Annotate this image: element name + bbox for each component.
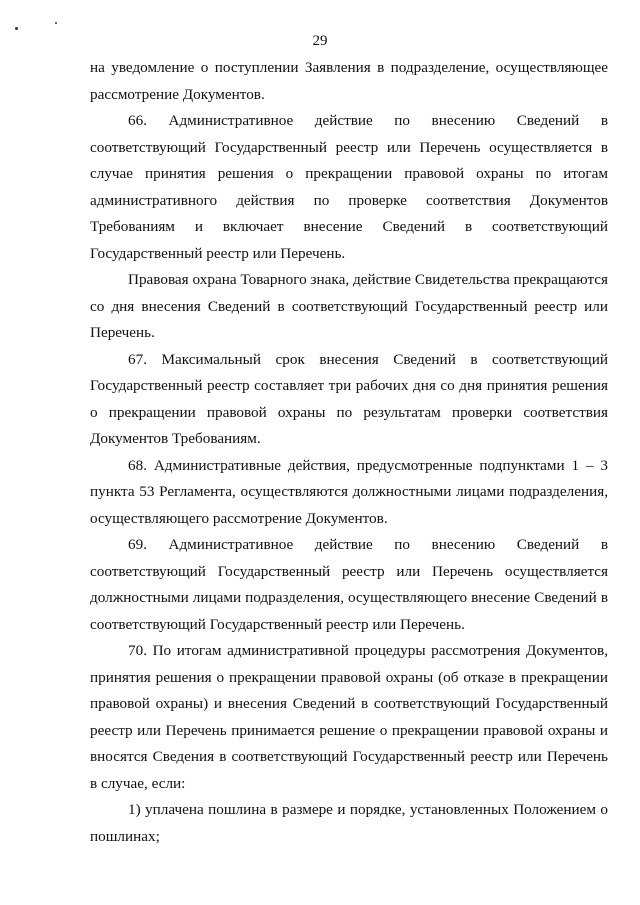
paragraph-70-item-1: 1) уплачена пошлина в размере и порядке, установленных Положением о пошлинах;	[90, 801, 608, 845]
paragraph-70: 70. По итогам административной процедуры рассмотрения Документов, принятия решения о прекращении правовой охраны (об отказе в прекращении правовой охраны) и внесения Сведений в соответствующий Государственный реестр или Перечень принимается решение о прекращении правовой охраны и вносятся Сведения в соответствующий Государственный реестр или Перечень в случае, если:	[90, 642, 608, 792]
paragraph-66: 66. Административное действие по внесению Сведений в соответствующий Государственный реестр или Перечень осуществляется в случае принятия решения о прекращении правовой охраны по итогам административного действия по проверке соответствия Документов Требованиям и включает внесение Сведений в соответствующий Государственный реестр или Перечень.	[90, 112, 608, 262]
paragraph-68: 68. Административные действия, предусмотренные подпунктами 1 – 3 пункта 53 Регламента, осуществляются должностными лицами подразделения, осуществляющего рассмотрение Документов.	[90, 456, 608, 527]
paragraph-continuation: на уведомление о поступлении Заявления в подразделение, осуществляющее рассмотрение Документов.	[90, 59, 608, 103]
paragraph-69: 69. Административное действие по внесению Сведений в соответствующий Государственный реестр или Перечень осуществляется должностными лицами подразделения, осуществляющего внесение Сведений в соответствующий Государственный реестр или Перечень.	[90, 536, 608, 633]
paragraph-67: 67. Максимальный срок внесения Сведений в соответствующий Государственный реестр составляет три рабочих дня со дня принятия решения о прекращении правовой охраны по результатам проверки соответствия Документов Требованиям.	[90, 350, 608, 447]
document-body	[90, 55, 608, 850]
page-number: 29	[312, 33, 328, 49]
scan-speck	[55, 22, 57, 24]
scan-speck	[15, 27, 18, 30]
paragraph-legal-protection: Правовая охрана Товарного знака, действие Свидетельства прекращаются со дня внесения Сведений в соответствующий Государственный реестр или Перечень.	[90, 271, 608, 341]
